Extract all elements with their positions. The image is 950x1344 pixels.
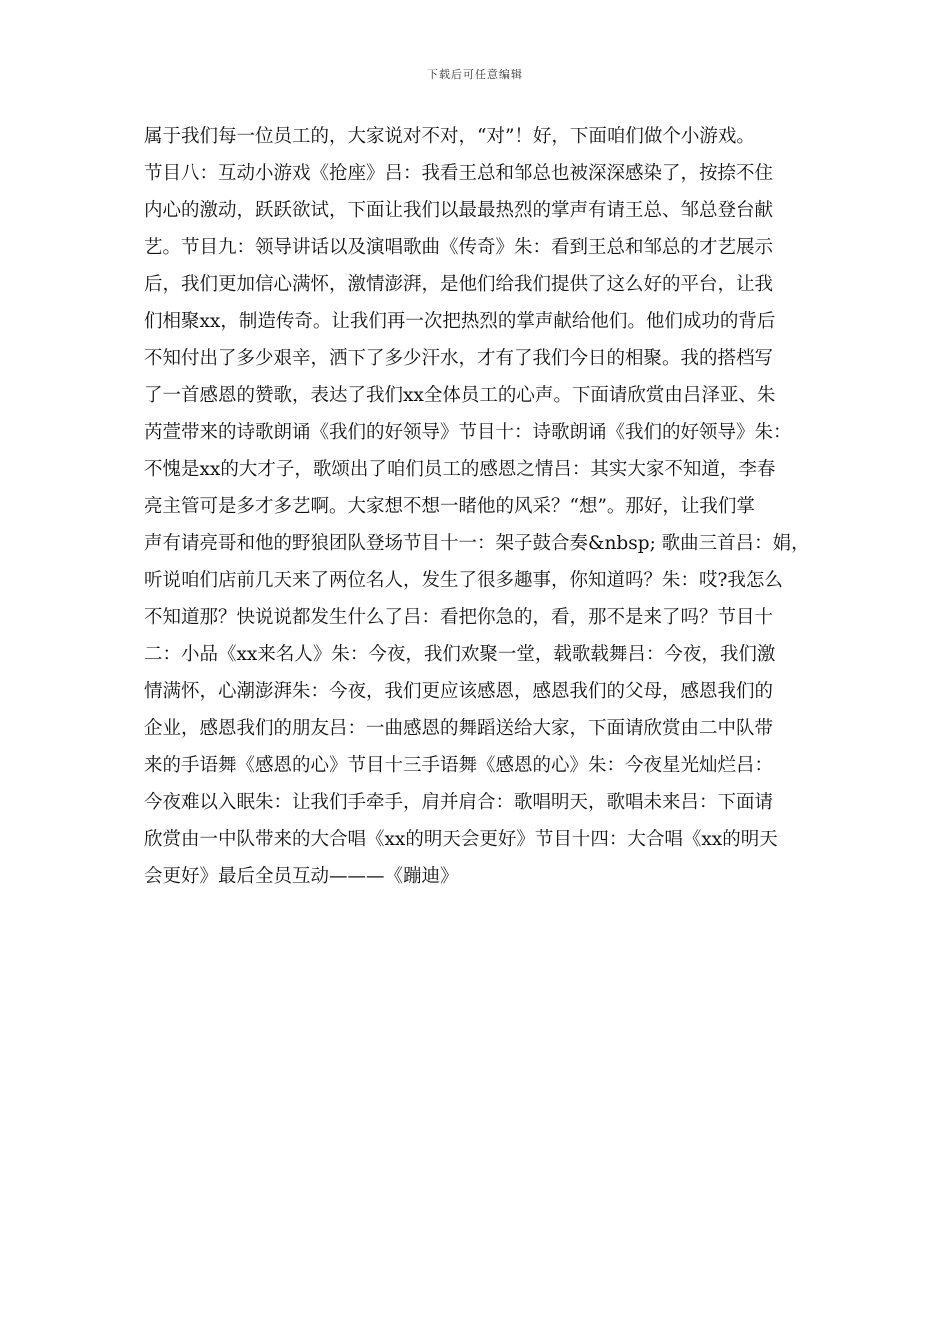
text-line: 亮主管可是多才多艺啊。大家想不想一睹他的风采？“想”。那好，让我们掌	[144, 496, 755, 517]
text-line: 听说咱们店前几天来了两位名人，发生了很多趣事，你知道吗？朱：哎?我怎么	[144, 570, 783, 591]
document-body	[144, 118, 808, 895]
text-line: 艺。节目九：领导讲话以及演唱歌曲《传奇》朱：看到王总和邹总的才艺展示	[144, 237, 774, 258]
text-line: 了一首感恩的赞歌，表达了我们xx全体员工的心声。下面请欣赏由吕泽亚、朱	[144, 385, 776, 406]
text-line: 们相聚xx，制造传奇。让我们再一次把热烈的掌声献给他们。他们成功的背后	[144, 311, 776, 332]
text-line: 今夜难以入眠朱：让我们手牵手，肩并肩合：歌唱明天，歌唱未来吕：下面请	[144, 792, 774, 813]
text-line: 不知道那？快说说都发生什么了吕：看把你急的，看，那不是来了吗？节目十	[144, 607, 774, 628]
text-line: 欣赏由一中队带来的大合唱《xx的明天会更好》节目十四：大合唱《xx的明天	[144, 829, 778, 850]
text-line: 会更好》最后全员互动———《蹦迪》	[144, 866, 459, 887]
text-line: 不愧是xx的大才子，歌颂出了咱们员工的感恩之情吕：其实大家不知道，李春	[144, 459, 776, 480]
text-line: 后，我们更加信心满怀，激情澎湃，是他们给我们提供了这么好的平台，让我	[144, 274, 774, 295]
text-line: 属于我们每一位员工的，大家说对不对，“对”！好，下面咱们做个小游戏。	[144, 126, 755, 147]
text-line: 来的手语舞《感恩的心》节目十三手语舞《感恩的心》朱：今夜星光灿烂吕：	[144, 755, 774, 776]
text-line: 情满怀，心潮澎湃朱：今夜，我们更应该感恩，感恩我们的父母，感恩我们的	[144, 681, 774, 702]
text-line: 内心的激动，跃跃欲试，下面让我们以最最热烈的掌声有请王总、邹总登台献	[144, 200, 774, 221]
text-line: 二：小品《xx来名人》朱：今夜，我们欢聚一堂，载歌载舞吕：今夜，我们激	[144, 644, 776, 665]
text-line: 节目八：互动小游戏《抢座》吕：我看王总和邹总也被深深感染了，按捺不住	[144, 163, 774, 184]
text-line: 企业，感恩我们的朋友吕：一曲感恩的舞蹈送给大家，下面请欣赏由二中队带	[144, 718, 774, 739]
text-line: 声有请亮哥和他的野狼团队登场节目十一：架子鼓合奏&nbsp; 歌曲三首吕：娟，	[144, 533, 810, 554]
page-header: 下载后可任意编辑	[427, 68, 523, 81]
text-line: 不知付出了多少艰辛，洒下了多少汗水，才有了我们今日的相聚。我的搭档写	[144, 348, 774, 369]
text-line: 芮萱带来的诗歌朗诵《我们的好领导》节目十：诗歌朗诵《我们的好领导》朱：	[144, 422, 792, 443]
